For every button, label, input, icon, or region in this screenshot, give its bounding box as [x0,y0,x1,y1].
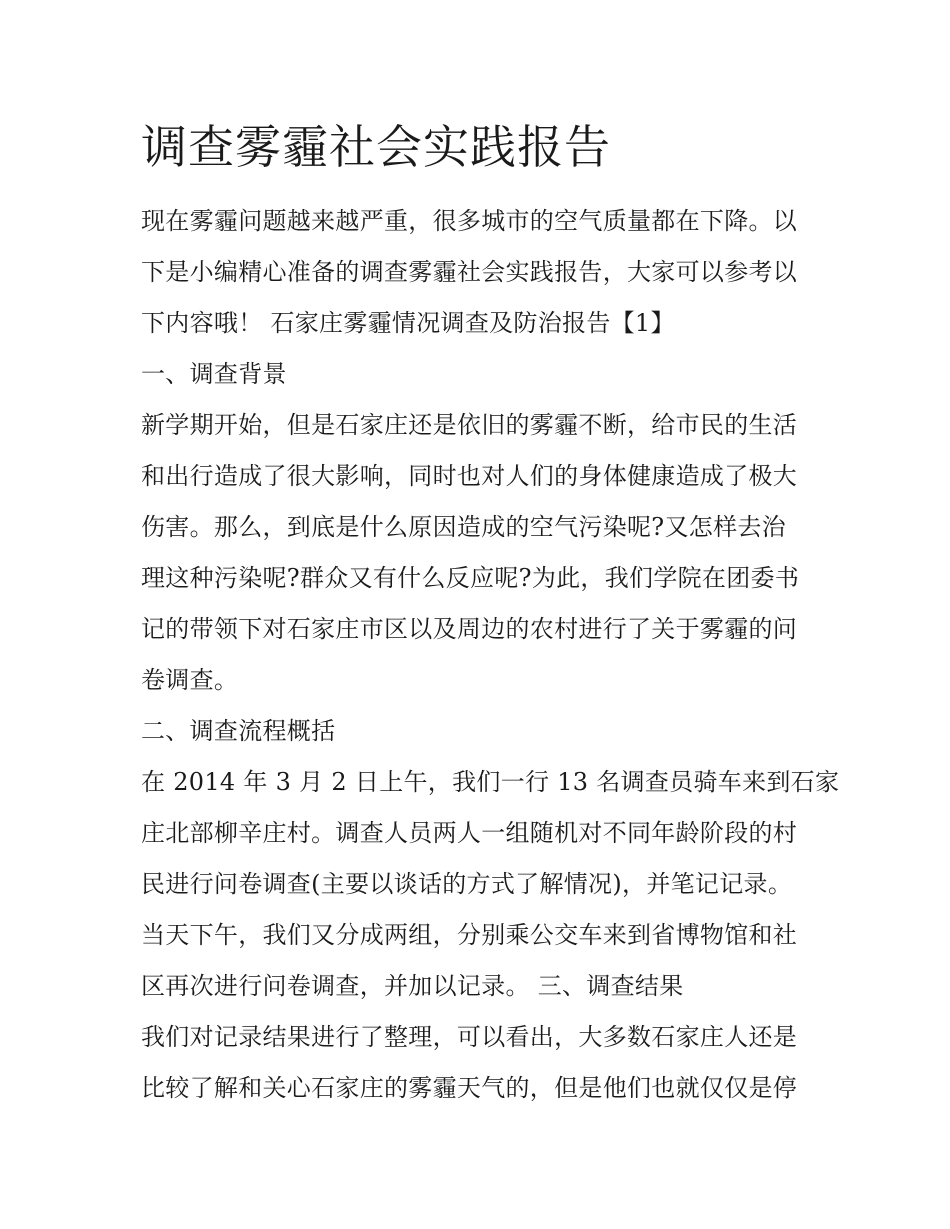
body-line: 当天下午，我们又分成两组，分别乘公交车来到省博物馆和社 [141,921,798,949]
body-line: 卷调查。 [141,666,239,694]
body-line: 庄北部柳辛庄村。调查人员两人一组随机对不同年龄阶段的村 [141,819,798,847]
body-line: 下内容哦！ 石家庄雾霾情况调查及防治报告【1】 [141,309,675,337]
body-line: 记的带领下对石家庄市区以及周边的农村进行了关于雾霾的问 [141,615,798,643]
document-body [141,196,840,1114]
body-line: 下是小编精心准备的调查雾霾社会实践报告，大家可以参考以 [141,258,798,286]
body-line: 比较了解和关心石家庄的雾霾天气的，但是他们也就仅仅是停 [141,1074,798,1102]
body-line: 民进行问卷调查(主要以谈话的方式了解情况)，并笔记记录。 [141,870,793,898]
body-line: 在 2014 年 3 月 2 日上午，我们一行 13 名调查员骑车来到石家 [141,768,840,796]
body-line: 我们对记录结果进行了整理，可以看出，大多数石家庄人还是 [141,1023,798,1051]
section-heading-background: 一、调查背景 [141,360,287,388]
body-line: 和出行造成了很大影响，同时也对人们的身体健康造成了极大 [141,462,798,490]
section-heading-process: 二、调查流程概括 [141,717,336,745]
body-line: 理这种污染呢?群众又有什么反应呢?为此，我们学院在团委书 [141,564,800,592]
body-line: 现在雾霾问题越来越严重，很多城市的空气质量都在下降。以 [141,207,798,235]
body-line: 新学期开始，但是石家庄还是依旧的雾霾不断，给市民的生活 [141,411,798,439]
body-line: 区再次进行问卷调查，并加以记录。 三、调查结果 [141,972,684,1000]
body-line: 伤害。那么，到底是什么原因造成的空气污染呢?又怎样去治 [141,513,786,541]
document-title: 调查雾霾社会实践报告 [141,120,611,174]
